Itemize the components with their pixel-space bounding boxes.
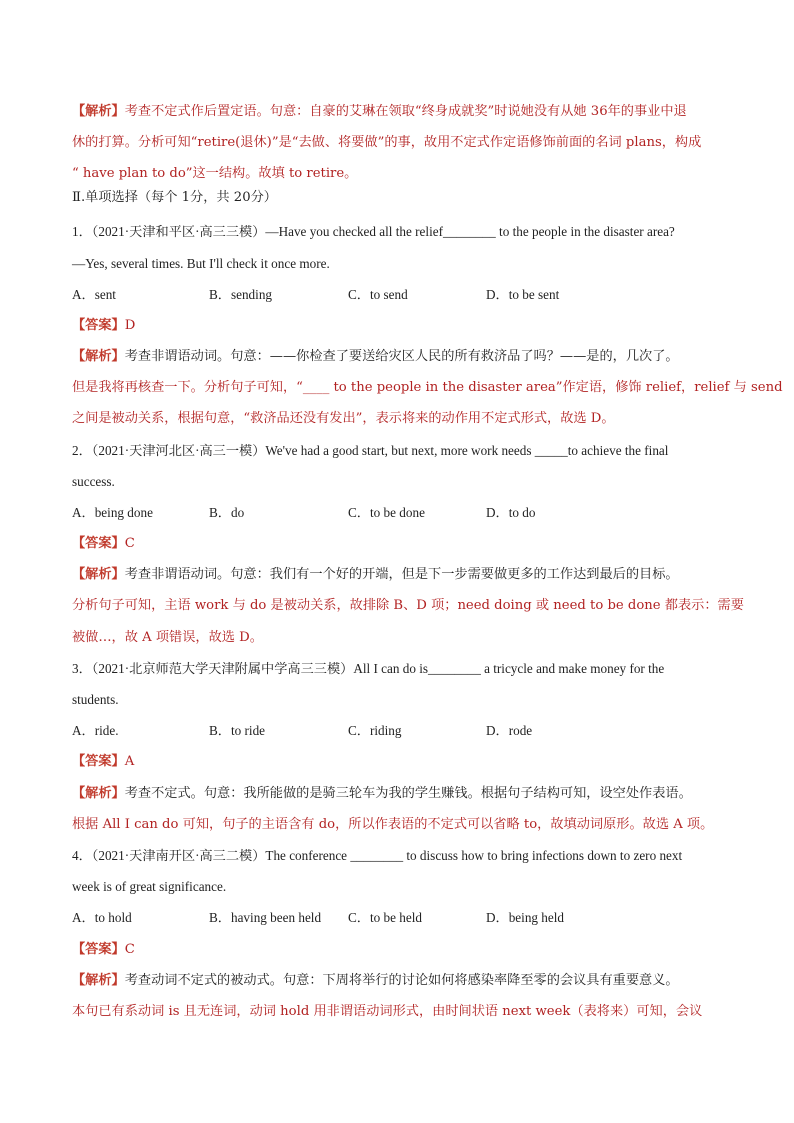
option-c: C．to be done [348,505,425,520]
answer-tag: 【答案】 [72,318,125,333]
question-1-stem-1: 1．（2021·天津和平区·高三三模）—Have you checked all the relief________ to the people in the disaster area? [72,224,675,239]
question-4-answer [72,940,732,960]
analysis-tag: 【解析】 [72,567,125,582]
question-1-analysis-2: 但是我将再核查一下。分析句子可知，“____ to the people in the disaster area”作定语，修饰 relief，relief 与 send [72,380,783,395]
option-c: C．riding [348,723,402,738]
analysis-tag: 【解析】 [72,973,125,988]
option-a: A．being done [72,505,153,520]
option-d: D．to be sent [486,287,560,302]
intro-line-2: 休的打算。分析可知“retire(退休)”是“去做、将要做”的事，故用不定式作定语修饰前面的名词 plans，构成 [72,135,702,150]
question-2-answer [72,534,732,554]
option-c: C．to send [348,287,408,302]
section-title: Ⅱ.单项选择（每个 1分，共 20分） [72,190,277,205]
analysis-text: 考查动词不定式的被动式。句意：下周将举行的讨论如何将感染率降至零的会议具有重要意义。 [124,973,679,988]
option-a: A．ride. [72,723,119,738]
intro-line-3: “ have plan to do”这一结构。故填 to retire。 [72,166,358,181]
analysis-tag: 【解析】 [72,104,125,119]
answer-value: C [124,942,135,957]
answer-value: A [124,754,135,769]
analysis-text: 考查非谓语动词。句意：我们有一个好的开端，但是下一步需要做更多的工作达到最后的目标。 [124,567,679,582]
question-2-analysis-3: 被做…，故 A 项错误，故选 D。 [72,630,263,645]
answer-tag: 【答案】 [72,754,125,769]
answer-tag: 【答案】 [72,536,125,551]
question-4-stem-2: week is of great significance. [72,879,227,894]
option-b: B．do [209,505,245,520]
analysis-text: 考查不定式。句意：我所能做的是骑三轮车为我的学生赚钱。根据句子结构可知，设空处作表语。 [124,786,692,801]
option-b: B．sending [209,287,273,302]
question-2-stem-1: 2．（2021·天津河北区·高三一模）We've had a good start, but next, more work needs _____to achieve the final [72,443,669,458]
intro-line-1 [72,102,732,122]
question-1-answer [72,316,732,336]
analysis-tag: 【解析】 [72,786,125,801]
option-d: D．to do [486,505,536,520]
question-3-answer [72,752,732,772]
analysis-tag: 【解析】 [72,349,125,364]
question-1-analysis-3: 之间是被动关系，根据句意，“救济品还没有发出”，表示将来的动作用不定式形式，故选 D。 [72,411,615,426]
answer-value: D [124,318,136,333]
question-3-analysis-2: 根据 All I can do 可知，句子的主语含有 do，所以作表语的不定式可以省略 to，故填动词原形。故选 A 项。 [72,817,714,832]
answer-tag: 【答案】 [72,942,125,957]
question-4-analysis-2: 本句已有系动词 is 且无连词，动词 hold 用非谓语动词形式，由时间状语 next week（表将来）可知，会议 [72,1004,703,1019]
question-3-stem-1: 3．（2021·北京师范大学天津附属中学高三三模）All I can do is________ a tricycle and make money for the [72,661,665,676]
question-1-analysis-1 [72,347,732,367]
option-a: A．sent [72,287,116,302]
question-3-analysis-1 [72,784,732,804]
question-2-analysis-1 [72,565,732,585]
question-4-analysis-1 [72,971,732,991]
option-c: C．to be held [348,910,422,925]
question-1-stem-2: —Yes, several times. But I'll check it once more. [72,256,330,271]
option-a: A．to hold [72,910,132,925]
question-2-analysis-2: 分析句子可知，主语 work 与 do 是被动关系，故排除 B、D 项；need doing 或 need to be done 都表示：需要 [72,598,744,613]
option-d: D．being held [486,910,565,925]
option-b: B．to ride [209,723,266,738]
answer-value: C [124,536,135,551]
question-4-stem-1: 4．（2021·天津南开区·高三二模）The conference ________ to discuss how to bring infections down to zero next [72,848,683,863]
question-3-stem-2: students. [72,692,119,707]
option-d: D．rode [486,723,533,738]
intro-text-1: 考查不定式作后置定语。句意：自豪的艾琳在领取“终身成就奖”时说她没有从她 36年的事业中退 [124,104,687,119]
option-b: B．having been held [209,910,322,925]
question-2-stem-2: success. [72,474,115,489]
analysis-text: 考查非谓语动词。句意：——你检查了要送给灾区人民的所有救济品了吗？——是的，几次了。 [124,349,679,364]
